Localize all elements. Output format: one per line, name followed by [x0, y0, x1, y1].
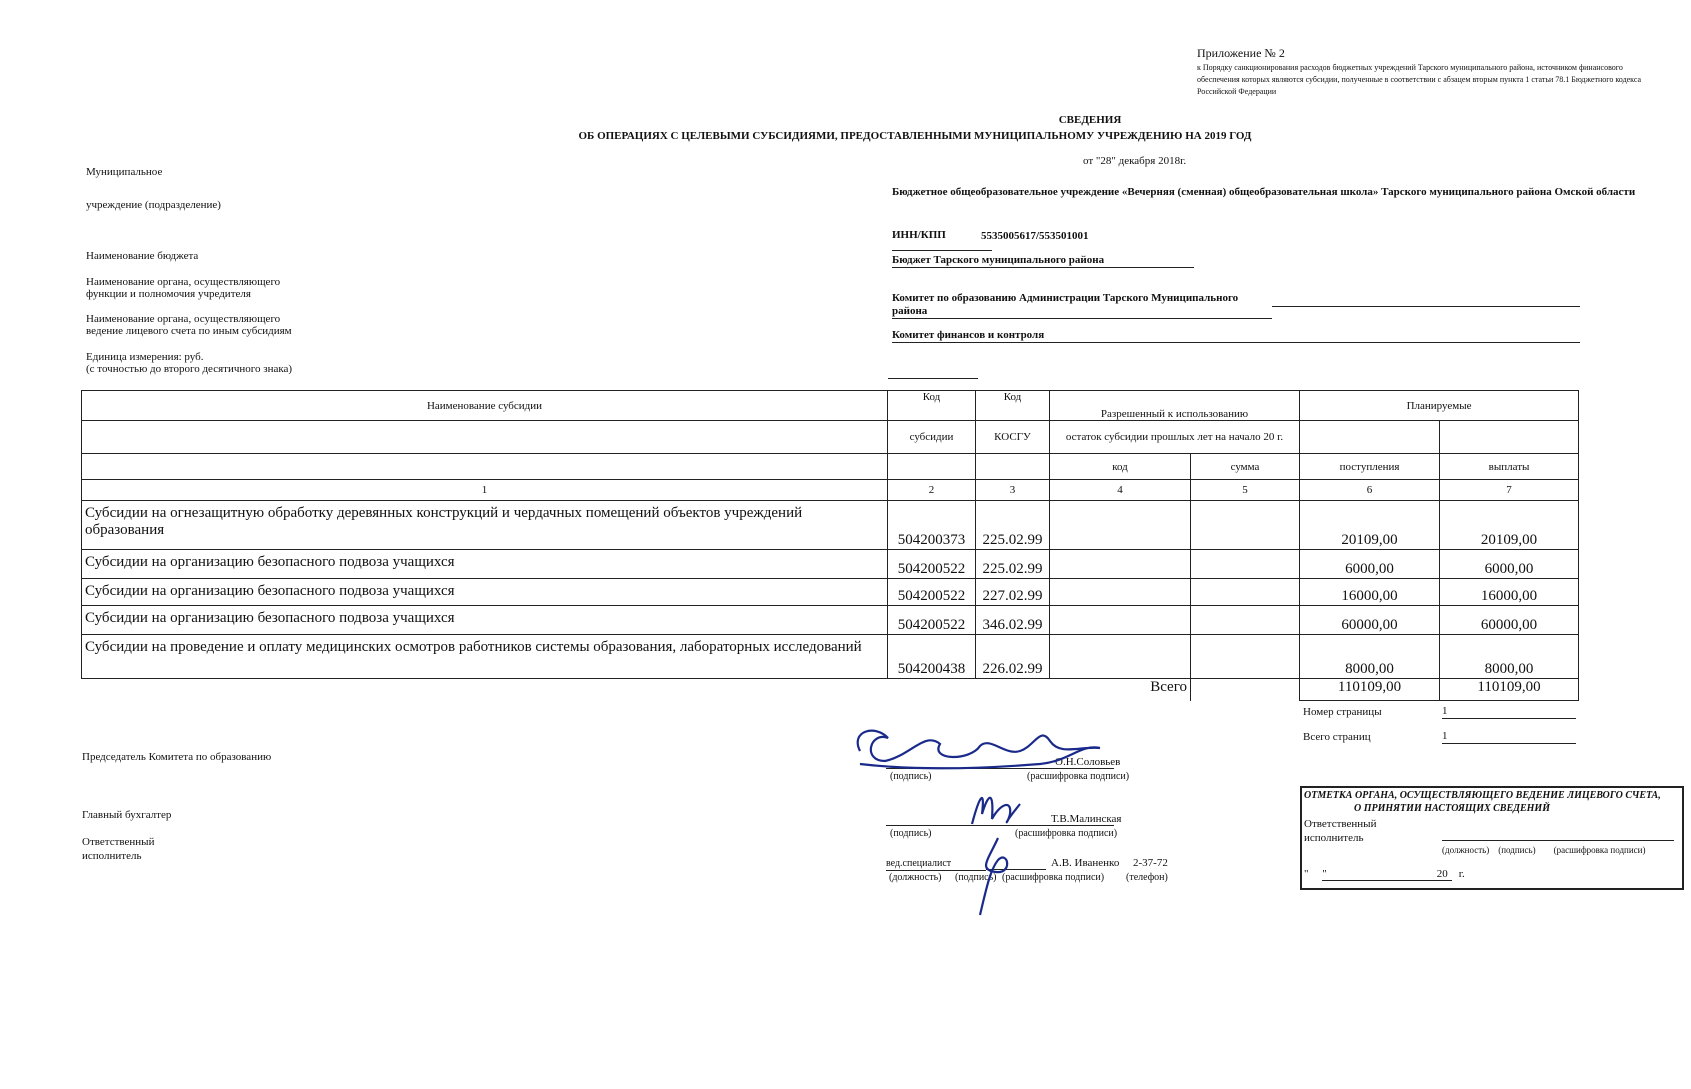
h-kosgu: КОСГУ [976, 421, 1050, 454]
subsidy-code: 504200373 [888, 501, 976, 550]
subsidy-name: Субсидии на организацию безопасного подвоза учащихся [82, 579, 888, 606]
subsidy-pay: 6000,00 [1440, 550, 1579, 579]
subsidy-kosgu: 225.02.99 [976, 501, 1050, 550]
col-num: 1 [82, 480, 888, 501]
inn-label: ИНН/КПП [892, 229, 946, 241]
h-name: Наименование субсидии [82, 391, 888, 421]
mark-date: " " 20 г. [1304, 868, 1465, 880]
col-num: 5 [1191, 480, 1300, 501]
table-row [82, 550, 1579, 579]
chair-decode-caption: (расшифровка подписи) [1027, 771, 1130, 782]
founder-underline [1272, 306, 1580, 307]
h-rest-sum: сумма [1191, 454, 1300, 480]
budget-label: Наименование бюджета [86, 250, 199, 262]
total-pay: 110109,00 [1440, 679, 1579, 701]
table-row [82, 606, 1579, 635]
subsidy-income: 60000,00 [1300, 606, 1440, 635]
account-value: Комитет финансов и контроля [892, 329, 1580, 343]
accountant-decode-caption: (расшифровка подписи) [1015, 828, 1118, 839]
subsidy-income: 8000,00 [1300, 635, 1440, 679]
total-row [82, 679, 1579, 701]
chair-label: Председатель Комитета по образованию [82, 751, 272, 763]
h-code: Код [888, 391, 976, 421]
appendix-text: к Порядку санкционирования расходов бюджетных учреждений Тарского муниципального района, источником финансового обеспечения которых являются субсидии, полученные в соответствии с абзацем вторым пункта 1 статьи 78.1 Бюджетного кодекса Российской Федерации [1197, 63, 1642, 96]
accountant-name: Т.В.Малинская [1051, 813, 1122, 825]
founder-label: Наименование органа, осуществляющего [86, 276, 281, 288]
subsidy-name: Субсидии на проведение и оплату медицинских осмотров работников системы образования, лабораторных исследований [82, 635, 888, 679]
accountant-label: Главный бухгалтер [82, 809, 172, 821]
mark-date-line [1322, 880, 1452, 881]
h-kosgu-top: Код [976, 391, 1050, 421]
doc-subtitle: ОБ ОПЕРАЦИЯХ С ЦЕЛЕВЫМИ СУБСИДИЯМИ, ПРЕДОСТАВЛЕННЫМИ МУНИЦИПАЛЬНОМУ УЧРЕЖДЕНИЮ НА 2019 ГОД [578, 130, 1252, 142]
inn-underline [892, 250, 992, 251]
table-row [82, 579, 1579, 606]
h-pay: выплаты [1440, 454, 1579, 480]
subsidy-table [81, 390, 1579, 701]
subsidy-kosgu: 226.02.99 [976, 635, 1050, 679]
h-income: поступления [1300, 454, 1440, 480]
subsidy-code: 504200522 [888, 550, 976, 579]
h-allowed: Разрешенный к использованию [1050, 391, 1300, 421]
subsidy-name: Субсидии на организацию безопасного подвоза учащихся [82, 550, 888, 579]
mark-title-2: О ПРИНЯТИИ НАСТОЯЩИХ СВЕДЕНИЙ [1354, 803, 1550, 814]
subsidy-code: 504200522 [888, 579, 976, 606]
subsidy-pay: 20109,00 [1440, 501, 1579, 550]
institution-label-2: учреждение (подразделение) [86, 199, 221, 211]
total-pages-label: Всего страниц [1303, 731, 1371, 743]
page-number-label: Номер страницы [1303, 706, 1382, 718]
subsidy-kosgu: 225.02.99 [976, 550, 1050, 579]
table-row [82, 635, 1579, 679]
subsidy-kosgu: 346.02.99 [976, 606, 1050, 635]
subsidy-pay: 8000,00 [1440, 635, 1579, 679]
h-rest-code: код [1050, 454, 1191, 480]
unit-label: Единица измерения: руб. [86, 351, 204, 363]
total-label: Всего [1150, 679, 1187, 695]
executor-label-2: исполнитель [82, 850, 142, 862]
subsidy-income: 6000,00 [1300, 550, 1440, 579]
appendix-title: Приложение № 2 [1197, 46, 1285, 60]
page-number-value: 1 [1442, 705, 1576, 719]
account-label-2: ведение лицевого счета по иным субсидиям [86, 325, 292, 337]
subsidy-income: 16000,00 [1300, 579, 1440, 606]
mark-exec-2: исполнитель [1304, 832, 1364, 844]
subsidy-pay: 16000,00 [1440, 579, 1579, 606]
accountant-sign-caption: (подпись) [890, 828, 932, 839]
total-income: 110109,00 [1300, 679, 1440, 701]
table-row [82, 501, 1579, 550]
unit-label-2: (с точностью до второго десятичного знака) [86, 363, 293, 375]
executor-name: А.В. Иваненко [1051, 857, 1120, 869]
budget-value: Бюджет Тарского муниципального района [892, 254, 1194, 268]
subsidy-kosgu: 227.02.99 [976, 579, 1050, 606]
executor-phone-caption: (телефон) [1126, 872, 1168, 883]
chair-sign-caption: (подпись) [890, 771, 932, 782]
accountant-signature [960, 784, 1040, 834]
doc-date: от "28" декабря 2018г. [1083, 155, 1187, 167]
mark-exec: Ответственный [1304, 818, 1377, 830]
col-num: 3 [976, 480, 1050, 501]
doc-title: СВЕДЕНИЯ [1058, 114, 1122, 126]
subsidy-name: Субсидии на огнезащитную обработку деревянных конструкций и чердачных помещений объектов учреждений образования [82, 501, 888, 550]
inn-value: 5535005617/553501001 [981, 230, 1089, 242]
chair-name: О.Н.Соловьев [1055, 756, 1121, 768]
chair-signature [840, 716, 1130, 776]
executor-signature [968, 830, 1028, 920]
account-label: Наименование органа, осуществляющего [86, 313, 281, 325]
executor-position: вед.специалист [886, 858, 986, 871]
founder-value: Комитет по образованию Администрации Тарского Муниципального района [892, 292, 1272, 319]
executor-decode-caption: (расшифровка подписи) [1002, 872, 1105, 883]
mark-title: ОТМЕТКА ОРГАНА, ОСУЩЕСТВЛЯЮЩЕГО ВЕДЕНИЕ ЛИЦЕВОГО СЧЕТА, [1304, 790, 1661, 801]
h-rest: остаток субсидии прошлых лет на начало 20 г. [1050, 421, 1300, 454]
subsidy-code: 504200522 [888, 606, 976, 635]
executor-label: Ответственный [82, 836, 155, 848]
h-planned: Планируемые [1300, 391, 1579, 421]
subsidy-income: 20109,00 [1300, 501, 1440, 550]
executor-position-caption: (должность) [889, 872, 942, 883]
institution-label: Муниципальное [86, 166, 163, 178]
h-code-sub: субсидии [888, 421, 976, 454]
col-num: 6 [1300, 480, 1440, 501]
executor-sign-caption: (подпись) [955, 872, 997, 883]
subsidy-code: 504200438 [888, 635, 976, 679]
founder-label-2: функции и полномочия учредителя [86, 288, 251, 300]
subsidy-name: Субсидии на организацию безопасного подвоза учащихся [82, 606, 888, 635]
executor-phone: 2-37-72 [1133, 857, 1168, 869]
unit-underline [888, 378, 978, 379]
col-num: 2 [888, 480, 976, 501]
mark-sign-line [1442, 840, 1674, 841]
mark-captions: (должность) (подпись) (расшифровка подписи) [1442, 845, 1646, 855]
acceptance-mark-box [1300, 786, 1684, 890]
col-num: 4 [1050, 480, 1191, 501]
institution-value: Бюджетное общеобразовательное учреждение «Вечерняя (сменная) общеобразовательная школа» Тарского муниципального района Омской области [892, 186, 1636, 198]
subsidy-pay: 60000,00 [1440, 606, 1579, 635]
col-num: 7 [1440, 480, 1579, 501]
total-pages-value: 1 [1442, 730, 1576, 744]
